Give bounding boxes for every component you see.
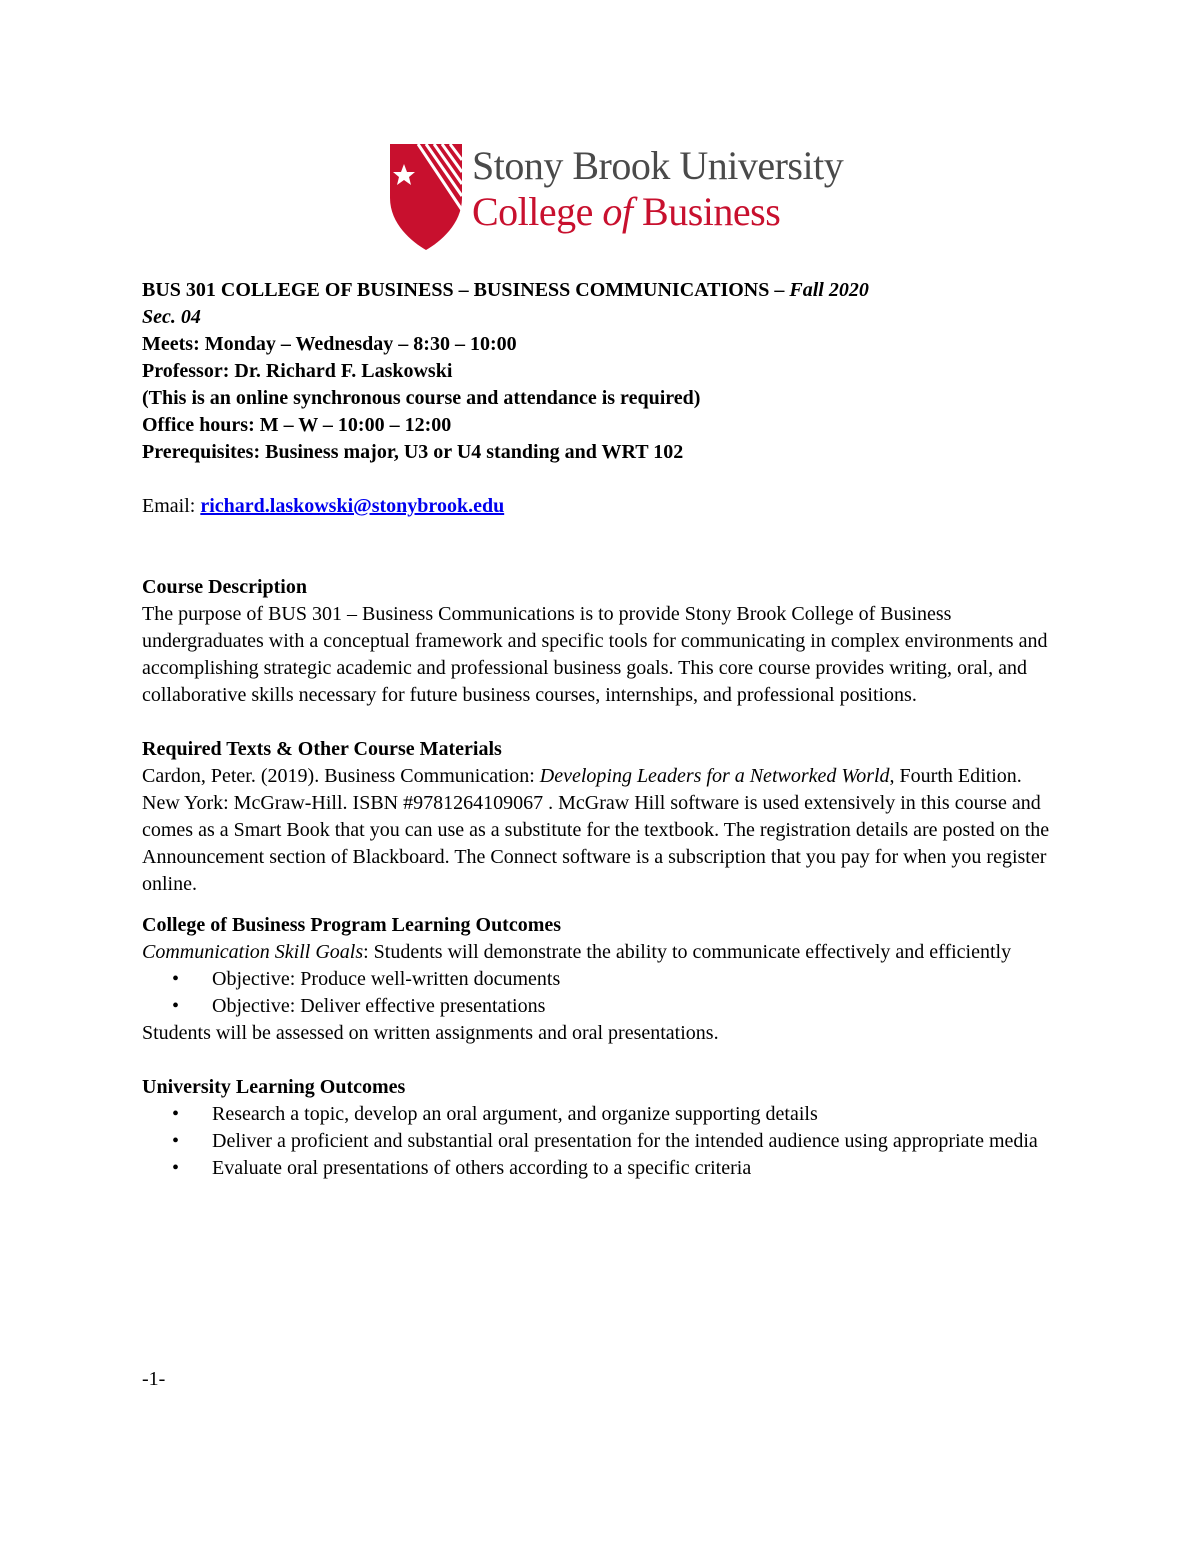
university-outcomes-list [142, 1101, 1062, 1182]
email-label: Email: [142, 495, 201, 517]
required-texts-section [142, 736, 1062, 898]
logo-college-prefix: College [472, 189, 603, 234]
course-description-section [142, 574, 1062, 709]
email-link[interactable]: richard.laskowski@stonybrook.edu [200, 495, 505, 517]
program-outcomes-section [142, 912, 1062, 1047]
course-professor: Professor: Dr. Richard F. Laskowski [142, 360, 453, 382]
list-item-text: Objective: Produce well-written documents [212, 968, 561, 990]
required-texts-book-subtitle: Developing Leaders for a Networked World [539, 765, 890, 787]
logo-college-name [472, 188, 780, 236]
page-number: -1- [142, 1368, 166, 1390]
course-section [142, 304, 1062, 331]
bullet-icon: • [172, 1130, 180, 1152]
bullet-icon: • [172, 968, 180, 990]
required-texts-text [142, 763, 1062, 898]
email-line [142, 493, 1062, 520]
course-description-title: Course Description [142, 576, 307, 598]
university-outcomes-title: University Learning Outcomes [142, 1076, 406, 1098]
list-item-text: Research a topic, develop an oral argument, and organize supporting details [212, 1103, 818, 1125]
course-term: Fall 2020 [789, 279, 869, 301]
bullet-icon: • [172, 1103, 180, 1125]
logo-college-of: of [602, 189, 633, 234]
course-meets: Meets: Monday – Wednesday – 8:30 – 10:00 [142, 333, 517, 355]
bullet-icon: • [172, 1157, 180, 1179]
course-note: (This is an online synchronous course and attendance is required) [142, 387, 701, 409]
bullet-icon: • [172, 995, 180, 1017]
program-outcomes-list [142, 966, 1062, 1020]
required-texts-before: Cardon, Peter. (2019). Business Communication: [142, 765, 540, 787]
course-title-main: BUS 301 COLLEGE OF BUSINESS – BUSINESS COMMUNICATIONS – [142, 279, 790, 301]
logo-university-name: Stony Brook University [472, 143, 844, 188]
list-item [142, 966, 1062, 993]
course-header [142, 277, 1062, 466]
list-item-text: Evaluate oral presentations of others according to a specific criteria [212, 1157, 752, 1179]
course-section-text: Sec. 04 [142, 306, 201, 328]
list-item-text: Objective: Deliver effective presentations [212, 995, 546, 1017]
list-item [142, 1155, 1062, 1182]
shield-star-icon [388, 140, 464, 252]
logo-college-suffix: Business [632, 189, 781, 234]
program-outcomes-goal-text: : Students will demonstrate the ability to communicate effectively and efficiently [363, 941, 1012, 963]
list-item [142, 993, 1062, 1020]
program-outcomes-goal [142, 939, 1062, 966]
syllabus-content [142, 277, 1062, 1182]
university-outcomes-section [142, 1074, 1062, 1182]
course-description-text: The purpose of BUS 301 – Business Communications is to provide Stony Brook College of Business undergraduates with a conceptual framework and specific tools for communicating in complex environments and accomplishing strategic academic and professional business goals. This core course provides writing, oral, and collaborative skills necessary for future business courses, internships, and professional positions. [142, 603, 1048, 706]
office-hours: Office hours: M – W – 10:00 – 12:00 [142, 414, 452, 436]
required-texts-after: , Fourth Edition. New York: McGraw-Hill. ISBN #9781264109067 . McGraw Hill software is used extensively in this course and comes as a Smart Book that you can use as a substitute for the textbook. The registration details are posted on the Announcement section of Blackboard. The Connect software is a subscription that you pay for when you register online. [142, 765, 1050, 895]
program-outcomes-goal-label: Communication Skill Goals [142, 941, 364, 963]
program-outcomes-title: College of Business Program Learning Outcomes [142, 914, 562, 936]
list-item-text: Deliver a proficient and substantial oral presentation for the intended audience using appropriate media [212, 1130, 1038, 1152]
course-title [142, 277, 1062, 304]
program-outcomes-assessment: Students will be assessed on written assignments and oral presentations. [142, 1022, 719, 1044]
prerequisites: Prerequisites: Business major, U3 or U4 standing and WRT 102 [142, 441, 684, 463]
list-item [142, 1101, 1062, 1128]
list-item [142, 1128, 1062, 1155]
required-texts-title: Required Texts & Other Course Materials [142, 738, 502, 760]
university-logo [388, 140, 888, 252]
